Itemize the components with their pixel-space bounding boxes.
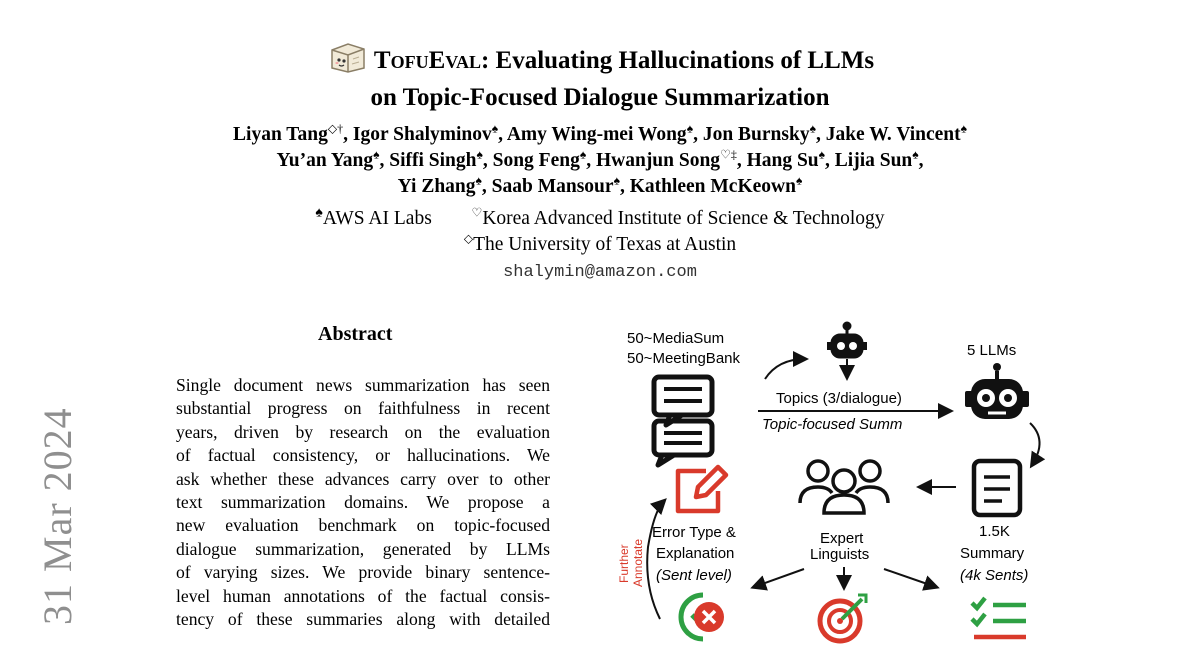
affiliation-aws: AWS AI Labs [322,208,432,229]
author-name: Jake W. Vincent [825,124,961,145]
title-line2: on Topic-Focused Dialogue Summarization [370,84,830,111]
author-affiliation-mark: ♠ [818,147,826,162]
people-icon [800,461,888,513]
author-name: Hang Su [746,150,819,171]
author-name: Yu’an Yang [276,150,374,171]
author-name: Igor Shalyminov [352,124,492,145]
affiliation-line-1: ♠AWS AI Labs ♡Korea Advanced Institute of Science & Technology [315,205,885,229]
arrow-llm-to-summary [1030,423,1040,465]
abstract-line: of varying sizes. We provide binary sentence- [176,562,550,583]
summary-sents: (4k Sents) [960,567,1029,584]
abstract-line: tency of these summaries along with detailed [176,609,550,630]
author-name: Hwanjun Song [595,150,721,171]
author-affiliation-mark: ♡‡ [720,147,737,162]
abstract-body [176,374,550,631]
abstract-line: ask whether these advances carry over to other [176,468,550,489]
further-label-1: Further [617,544,631,583]
author-name: Lijia Sun [834,150,913,171]
author-affiliation-mark: ♠ [476,147,483,162]
task-label: Topic-focused Summ [762,416,903,433]
llm-robot-icon [965,363,1029,419]
robot-icon [827,323,867,357]
author-name: Kathleen McKeown [629,176,796,197]
title-line1: : Evaluating Hallucinations of LLMs [480,47,875,74]
summary-label: Summary [960,545,1025,562]
arrow-linguists-right [884,569,936,587]
affiliation-kaist: Korea Advanced Institute of Science & Technology [482,208,885,229]
author-line-1: Liyan Tang◇†, Igor Shalyminov♠, Amy Wing-mei Wong♠, Jon Burnsky♠, Jake W. Vincent♠ [233,121,967,145]
affiliation-line-2: ◇The University of Texas at Austin [463,231,737,255]
checklist-icon [972,598,1026,637]
author-name: Amy Wing-mei Wong [506,124,687,145]
abstract-line: new evaluation benchmark on topic-focused [176,515,550,536]
abstract-heading: Abstract [318,323,393,345]
source-mediasum: 50~MediaSum [627,330,725,347]
error-label-1: Error Type & [652,524,736,541]
author-name: Siffi Singh [389,150,477,171]
author-line-2: Yu’an Yang♠, Siffi Singh♠, Song Feng♠, Hwanjun Song♡‡, Hang Su♠, Lijia Sun♠, [276,147,924,171]
author-affiliation-mark: ◇† [327,121,344,136]
document-icon [974,461,1020,515]
abstract-line: Single document news summarization has seen [176,375,550,395]
author-affiliation-mark: ♠ [912,147,919,162]
topics-label: Topics (3/dialogue) [776,390,902,407]
author-affiliation-mark: ♠ [491,121,499,136]
tofu-name: TofuEval [373,47,481,74]
summary-count: 1.5K [979,523,1010,540]
experts-label-2: Linguists [810,546,870,563]
source-meetingbank: 50~MeetingBank [627,350,740,367]
pencil-square-icon [678,467,726,511]
author-affiliation-mark: ♠ [809,121,816,136]
abstract-line: substantial progress on faithfulness in recent [176,398,550,419]
abstract-line: years, driven by research on the evaluation [176,421,550,442]
chat-bubbles-icon [654,377,712,465]
abstract-line: dialogue summarization, generated by LLMs [176,538,550,559]
error-label-3: (Sent level) [656,567,732,584]
author-affiliation-mark: ♠ [475,173,482,188]
tofu-logo-icon [326,40,370,82]
target-icon [820,595,866,641]
abstract-line: of factual consistency, or hallucinations. We [176,445,550,466]
check-x-circle-icon [681,595,724,639]
author-name: Jon Burnsky [702,124,810,145]
arrow-to-topic-robot [765,359,805,379]
author-name: Yi Zhang [397,176,476,197]
author-affiliation-mark: ♠ [373,147,380,162]
error-label-2: Explanation [656,545,735,562]
affiliation-ut: The University of Texas at Austin [473,234,737,255]
experts-label-1: Expert [820,530,864,547]
author-name: Saab Mansour [491,176,614,197]
author-name: Song Feng [492,150,580,171]
author-line-3: Yi Zhang♠, Saab Mansour♠, Kathleen McKeown♠ [397,173,803,197]
further-label-2: Annotate [631,538,645,587]
author-list [0,122,1200,200]
arrow-linguists-left [754,569,804,587]
contact-email[interactable]: shalymin@amazon.com [503,263,697,282]
abstract-line: level human annotations of the factual consis- [176,585,550,606]
llms-label: 5 LLMs [967,342,1017,359]
affiliations [0,206,1200,286]
abstract-line: text summarization domains. We propose a [176,492,550,513]
pipeline-figure [600,315,1080,648]
author-affiliation-mark: ♠ [613,173,620,188]
author-affiliation-mark: ♠ [960,121,967,136]
author-affiliation-mark: ♠ [579,147,587,162]
author-affiliation-mark: ♠ [686,121,694,136]
author-affiliation-mark: ♠ [795,173,803,188]
arxiv-date-stamp: 31 Mar 2024 [35,407,80,625]
author-name: Liyan Tang [233,124,328,145]
paper-title [0,40,1200,113]
